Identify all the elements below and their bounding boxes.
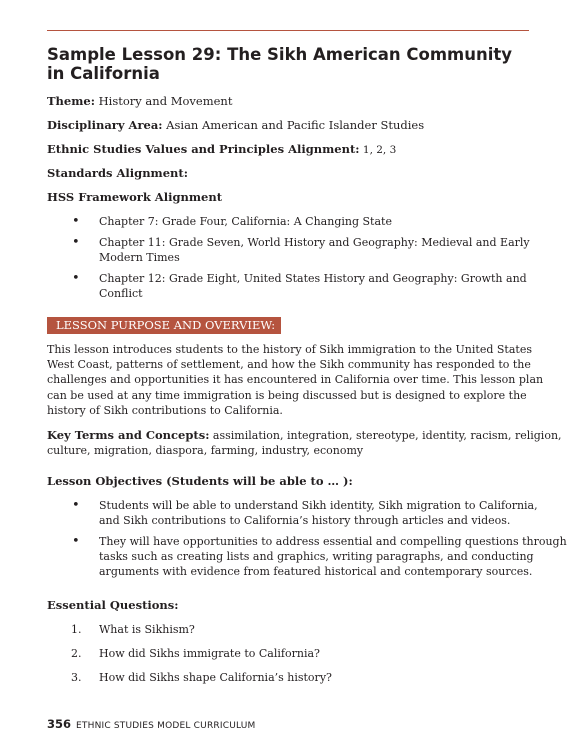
disciplinary-label: Disciplinary Area: — [47, 118, 163, 132]
question-text: How did Sikhs shape California’s history? — [99, 671, 332, 684]
question-number: 3. — [71, 671, 82, 684]
theme-value: History and Movement — [94, 94, 233, 108]
key-terms — [47, 428, 562, 458]
footer-title: ETHNIC STUDIES MODEL CURRICULUM — [76, 721, 256, 731]
bullet-icon: • — [72, 498, 80, 513]
values-value: 1, 2, 3 — [359, 144, 397, 156]
title-line-1: Sample Lesson 29: The Sikh American Community — [47, 45, 513, 64]
hss-item-text: Chapter 11: Grade Seven, World History and Geography: Medieval and Early Modern Times — [99, 236, 530, 264]
header-rule — [47, 30, 529, 31]
page-number: 356 — [47, 717, 72, 731]
values-field — [47, 142, 396, 158]
bullet-icon: • — [72, 534, 80, 549]
bullet-icon: • — [72, 214, 80, 229]
bullet-icon: • — [72, 271, 80, 286]
key-terms-label: Key Terms and Concepts: — [47, 428, 210, 442]
hss-item-text: Chapter 7: Grade Four, California: A Changing State — [99, 215, 392, 228]
question-number: 1. — [71, 623, 82, 636]
page-footer — [47, 713, 256, 732]
key-terms-line-2: culture, migration, diaspora, farming, industry, economy — [47, 444, 364, 458]
theme-field — [47, 94, 232, 109]
hss-heading — [47, 190, 222, 205]
key-terms-line-1: assimilation, integration, stereotype, identity, racism, religion, — [209, 429, 562, 442]
page-title — [47, 45, 517, 83]
theme-label: Theme: — [47, 94, 95, 108]
overview-paragraph: This lesson introduces students to the history of Sikh immigration to the United States West Coast, patterns of settlement, and how the Sikh community has responded to the challenges and opportunities it has encountered in California over time. This lesson plan can be used at any time immigration is being discussed but is designed to explore the history of Sikh contributions to California. — [47, 343, 544, 417]
standards-field — [47, 166, 188, 181]
essential-heading: Essential Questions: — [47, 598, 179, 612]
hss-item-text: Chapter 12: Grade Eight, United States History and Geography: Growth and Conflict — [99, 272, 527, 300]
values-label: Ethnic Studies Values and Principles Alignment: — [47, 142, 360, 156]
objective-item-text: They will have opportunities to address essential and compelling questions through tasks such as creating lists and graphics, writing paragraphs, and conducting arguments with evidence from featured historical and contemporary sources. — [99, 535, 567, 578]
question-text: How did Sikhs immigrate to California? — [99, 647, 320, 660]
hss-label: HSS Framework Alignment — [47, 190, 223, 204]
standards-label: Standards Alignment: — [47, 166, 188, 180]
section-banner: LESSON PURPOSE AND OVERVIEW: — [47, 317, 281, 334]
title-line-2: in California — [47, 64, 160, 83]
question-number: 2. — [71, 647, 82, 660]
bullet-icon: • — [72, 235, 80, 250]
question-text: What is Sikhism? — [99, 623, 195, 636]
objectives-heading: Lesson Objectives (Students will be able to … ): — [47, 474, 353, 488]
disciplinary-value: Asian American and Pacific Islander Studies — [162, 118, 425, 132]
objective-item-text: Students will be able to understand Sikh identity, Sikh migration to California, and Sikh contributions to California’s history through articles and videos. — [99, 499, 538, 527]
disciplinary-field — [47, 118, 424, 133]
